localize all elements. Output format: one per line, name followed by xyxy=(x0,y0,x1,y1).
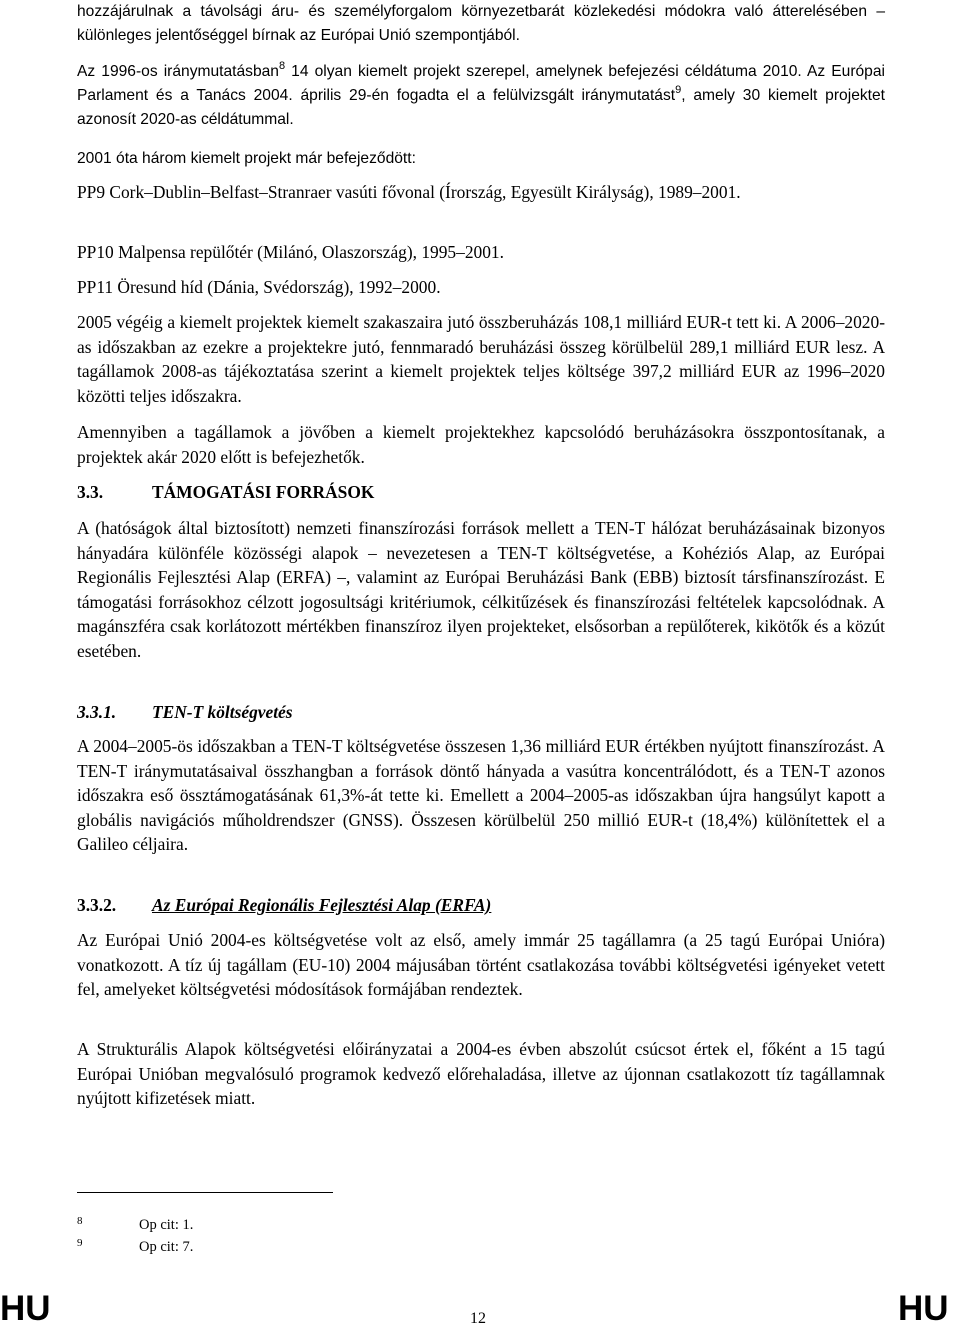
footer-language-right: HU xyxy=(898,1289,949,1328)
heading-title: TÁMOGATÁSI FORRÁSOK xyxy=(152,482,375,502)
heading-number: 3.3. xyxy=(77,482,104,502)
paragraph-funding-sources: A (hatóságok által biztosított) nemzeti finanszírozási források mellett a TEN-T hálózat beruházásainak bizonyos hányadára különféle közösségi alapok – nevezetesen a TEN-T költségvetése, a Kohéziós Alap, az Európai Regionális Fejlesztési Alap (ERFA) –, valamint az Európai Beruházási Bank (EBB) biztosít társfinanszírozást. E támogatási forrásokhoz célzott jogosultsági kritériumok, célkitűzések és finanszírozási feltételek kapcsolódnak. A magánszféra csak korlátozott mértékben finanszíroz ilyen projekteket, elsősorban a repülőterek, kikötők és a közút esetében. xyxy=(77,518,885,661)
paragraph-pp9: PP9 Cork–Dublin–Belfast–Stranraer vasúti fővonal (Írország, Egyesült Királyság), 1989–2001. xyxy=(77,182,741,202)
heading-number: 3.3.1. xyxy=(77,702,117,722)
heading-title: Az Európai Regionális Fejlesztési Alap (ERFA) xyxy=(152,895,492,915)
footnote-text: Op cit: 1. xyxy=(139,1217,194,1233)
paragraph-tent-budget: A 2004–2005-ös időszakban a TEN-T költségvetése összesen 1,36 milliárd EUR értékben nyújtott finanszírozást. A TEN-T iránymutatásaival összhangban a források döntő hányada a vasútra koncentrálódott, és a TEN-T azonos időszakra eső össztámogatásának 61,3%-át tette ki. Emellett a 2004–2005-as időszakban újra hangsúlyt kapott a globális navigációs műholdrendszer (GNSS). Összesen körülbelül 250 millió EUR-t (18,4%) különítettek el a Galileo céljaira. xyxy=(77,736,885,854)
footnote-number: 9 xyxy=(77,1237,83,1249)
heading-title: TEN-T költségvetés xyxy=(152,702,293,722)
paragraph-eu-budget-2004: Az Európai Unió 2004-es költségvetése volt az első, amely immár 25 tagállamra (a 25 tagú Európai Unióra) vonatkozott. A tíz új tagállam (EU-10) 2004 májusában történt csatlakozása további költségvetési igényeket vetett fel, amelyeket költségvetési módosítások formájában rendeztek. xyxy=(77,930,885,999)
paragraph-pp11: PP11 Öresund híd (Dánia, Svédország), 1992–2000. xyxy=(77,277,441,297)
paragraph-3: 2001 óta három kiemelt projekt már befejeződött: xyxy=(77,150,416,167)
paragraph-outlook: Amennyiben a tagállamok a jövőben a kiemelt projektekhez kapcsolódó beruházásokra összpontosítanak, a projektek akár 2020 előtt is befejezhetők. xyxy=(77,422,885,467)
paragraph-1: hozzájárulnak a távolsági áru- és személyforgalom környezetbarát közlekedési módokra való átterelésében – különleges jelentőséggel bírnak az Európai Unió szempontjából. xyxy=(77,3,885,44)
paragraph-investment: 2005 végéig a kiemelt projektek kiemelt szakaszaira jutó összberuházás 108,1 milliárd EUR-t tett ki. A 2006–2020-as időszakban az ezekre a projektekre jutó, fennmaradó beruházási összeg körülbelül 289,1 milliárd EUR lesz. A tagállamok 2008-as tájékoztatása szerint a kiemelt projektek teljes költsége 397,2 milliárd EUR az 1996–2020 közötti teljes időszakra. xyxy=(77,312,885,406)
footer-language-left: HU xyxy=(0,1289,51,1328)
footnote-ref-8: 8 xyxy=(278,60,286,72)
paragraph-2: Az 1996-os iránymutatásban$^8$ 14 olyan kiemelt projekt szerepel, amelynek befejezési céldátuma 2010. Az Európai Parlament és a Tanács 2004. április 29-én fogadta el a felülvizsgált iránymutatást$^9$, amely 30 kiemelt projektet azonosít 2020-as céldátummal. xyxy=(77,60,885,128)
paragraph-pp10: PP10 Malpensa repülőtér (Milánó, Olaszország), 1995–2001. xyxy=(77,242,504,262)
page-number: 12 xyxy=(470,1310,486,1327)
footnote-separator xyxy=(77,1192,333,1193)
heading-number: 3.3.2. xyxy=(77,895,117,915)
paragraph-structural-funds: A Strukturális Alapok költségvetési előirányzatai a 2004-es évben abszolút csúcsot értek el, főként a 15 tagú Európai Unióban megvalósuló programok kedvező előrehaladása, illetve az újonnan csatlakozott tíz tagállamnak nyújtott kifizetések miatt. xyxy=(77,1039,885,1108)
footnote-number: 8 xyxy=(77,1215,83,1227)
footnote-ref-9: 9 xyxy=(675,84,682,96)
footnote-text: Op cit: 7. xyxy=(139,1239,194,1255)
